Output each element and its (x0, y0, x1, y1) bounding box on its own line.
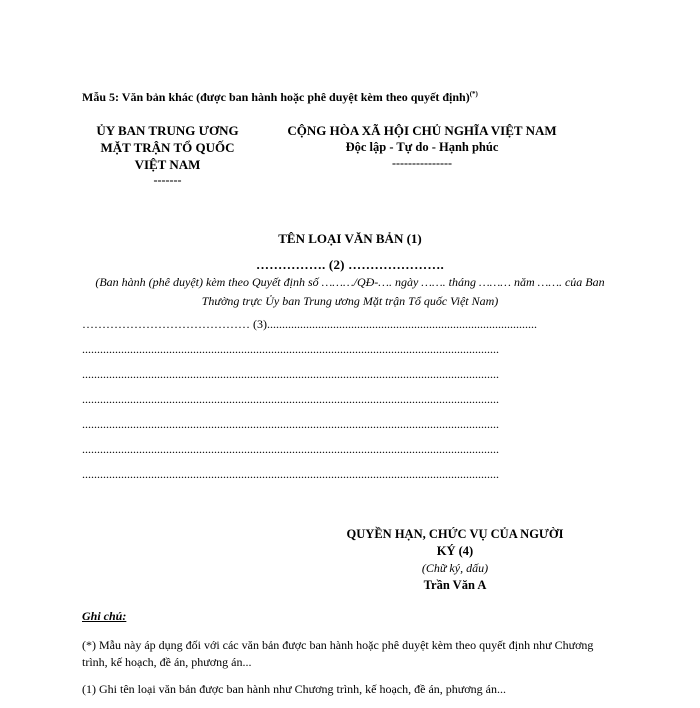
content-line: ........................................................................................................................................... (82, 392, 499, 406)
content-line: ........................................................................................................................................... (82, 442, 499, 456)
national-motto: Độc lập - Tự do - Hạnh phúc (345, 140, 499, 154)
content-line: ........................................................................................................................................... (82, 367, 499, 381)
signature-note: (Chữ ký, dấu) (421, 561, 489, 575)
signature-block (330, 526, 580, 594)
issuer-line-3: VIỆT NAM (134, 157, 201, 172)
form-label-text: Mẫu 5: Văn bản khác (được ban hành hoặc phê duyệt kèm theo quyết định) (82, 90, 470, 104)
document-type-title: TÊN LOẠI VĂN BẢN (1) (278, 231, 422, 246)
note-item: (*) Mẫu này áp dụng đối với các văn bản được ban hành hoặc phê duyệt kèm theo quyết định như Chương trình, kế hoạch, đề án, phương án... (82, 638, 594, 669)
note-item: (1) Ghi tên loại văn bản được ban hành như Chương trình, kế hoạch, đề án, phương án... (82, 682, 506, 696)
national-header (262, 122, 582, 170)
notes-section (82, 608, 612, 708)
issuer-line-1: ỦY BAN TRUNG ƯƠNG (96, 123, 239, 138)
content-line: ........................................................................................................................................... (82, 342, 499, 356)
document-subject: ……………. (2) …………………. (256, 257, 444, 272)
issuer-line-2: MẶT TRẬN TỔ QUỐC (100, 140, 235, 155)
content-line: ........................................................................................................................................... (82, 417, 499, 431)
issuer-header (80, 122, 255, 187)
content-line: ........................................................................................................................................... (82, 467, 499, 481)
signer-role-line-2: KÝ (4) (436, 544, 474, 558)
content-line: …………………………………… (3).......................................................................................... (82, 317, 537, 331)
content-body (82, 316, 538, 491)
issuer-divider: ------- (153, 173, 182, 187)
notes-title: Ghi chú: (82, 609, 127, 623)
form-label (82, 90, 478, 105)
issued-by-statement: (Ban hành (phê duyệt) kèm theo Quyết định số ………/QĐ-…. ngày ……. tháng ……… năm ……. của Ban Thường trực Ủy ban Trung ương Mặt trận Tổ quốc Việt Nam) (95, 275, 605, 308)
signer-role-line-1: QUYỀN HẠN, CHỨC VỤ CỦA NGƯỜI (346, 527, 564, 541)
form-label-footnote-mark: (*) (469, 90, 478, 98)
signer-name: Trần Văn A (423, 578, 487, 592)
national-divider: --------------- (392, 156, 452, 170)
national-title: CỘNG HÒA XÃ HỘI CHỦ NGHĨA VIỆT NAM (287, 123, 557, 138)
